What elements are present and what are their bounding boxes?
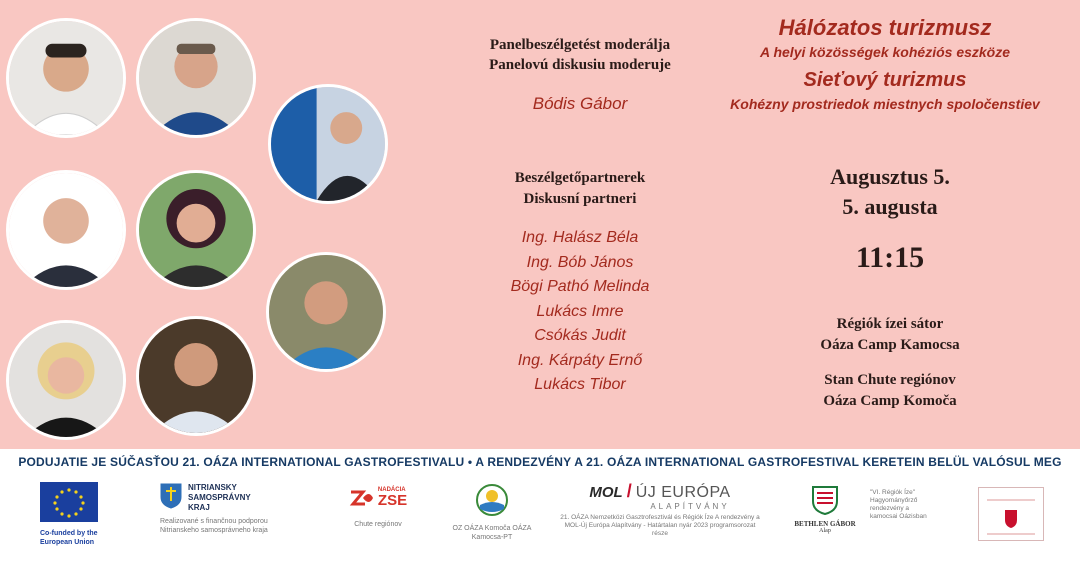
person-photo-icon — [269, 255, 383, 369]
partners-heading-sk: Diskusní partneri — [523, 191, 637, 207]
partners-heading-hu: Beszélgetőpartnerek — [514, 170, 646, 186]
event-venue-block — [760, 314, 1020, 412]
partners-list — [440, 226, 720, 398]
mol-uj-europa: ÚJ EURÓPA — [635, 484, 731, 501]
hungarian-coat-of-arms-icon — [979, 488, 1043, 540]
mol-logo — [560, 481, 760, 538]
mol-brand: MOL — [589, 484, 623, 501]
portrait-3 — [268, 84, 388, 204]
event-date-block — [760, 162, 1020, 278]
eu-logo — [40, 482, 120, 547]
moderator-heading-sk: Panelovú diskusiu moderuje — [489, 57, 671, 73]
zse-small: NADÁCIA — [377, 487, 406, 493]
person-photo-icon — [9, 21, 123, 135]
eu-caption: Co-funded by the European Union — [40, 530, 98, 546]
mol-alapitvany: ALAPÍTVÁNY — [650, 502, 730, 511]
nitra-line-3: KRAJ — [188, 503, 210, 512]
festival-banner: PODUJATIE JE SÚČASŤOU 21. OÁZA INTERNATIONAL GASTROFESTIVALU • A RENDEZVÉNY A 21. OÁZA INTERNATIONAL GASTROFESTIVAL KERETEIN BELÜL VALÓSUL MEG — [18, 455, 1062, 469]
bethlen-note: "VI. Régiók Íze" Hagyományőrző rendezvény a kamocsai Oázisban — [870, 489, 927, 520]
venue-sk-2: Oáza Camp Komoča — [823, 393, 957, 409]
venue-sk-1: Stan Chute regiónov — [824, 372, 956, 388]
event-date-hu: Augusztus 5. — [830, 164, 950, 189]
portrait-4 — [6, 170, 126, 290]
zse-logo — [338, 487, 418, 529]
event-date-sk: 5. augusta — [842, 194, 938, 219]
nitra-note: Realizované s finančnou podporou Nitrianskeho samosprávneho kraja — [160, 518, 268, 534]
zse-big: ZSE — [377, 492, 408, 509]
moderator-heading-hu: Panelbeszélgetést moderálja — [489, 37, 671, 53]
zse-note: Chute regiónov — [354, 521, 402, 528]
bethlen-name: BETHLEN GÁBOR — [794, 520, 856, 528]
bethlen-alap: Alap — [819, 528, 831, 534]
bethlen-logo — [790, 485, 940, 534]
partner-name: Lukács Tibor — [534, 376, 626, 393]
bethlen-emblem-icon — [809, 485, 841, 515]
partner-name: Ing. Kárpáty Ernő — [517, 351, 643, 369]
moderator-block — [440, 35, 720, 115]
person-photo-icon — [271, 87, 385, 201]
portrait-1 — [6, 18, 126, 138]
nitra-line-2: SAMOSPRÁVNY — [188, 493, 251, 502]
event-subtitle-sk: Kohézny prostriedok miestnych spoločenstiev — [730, 96, 1040, 112]
government-logo — [978, 487, 1044, 541]
mol-slash-icon: / — [626, 481, 632, 501]
portrait-6 — [266, 252, 386, 372]
oaza-logo — [452, 483, 532, 542]
oaza-note: OZ OÁZA Komoča OÁZA Kamocsa-PT — [452, 525, 532, 541]
event-title-block — [700, 14, 1070, 114]
portrait-5 — [136, 170, 256, 290]
person-photo-icon — [139, 21, 253, 135]
eu-flag-icon — [40, 482, 98, 522]
oaza-emblem-icon — [475, 483, 509, 517]
partners-block — [440, 168, 720, 398]
portrait-7 — [6, 320, 126, 440]
coat-of-arms-icon — [160, 483, 182, 509]
event-subtitle-hu: A helyi közösségek kohéziós eszköze — [759, 44, 1011, 60]
person-photo-icon — [9, 323, 123, 437]
portrait-8 — [136, 316, 256, 436]
event-time: 11:15 — [855, 241, 925, 274]
zse-mark-icon — [349, 488, 375, 508]
venue-hu-2: Oáza Camp Kamocsa — [820, 337, 960, 353]
nitra-line-1: NITRIANSKY — [188, 483, 237, 492]
partner-name: Lukács Imre — [536, 302, 624, 320]
event-title-hu: Hálózatos turizmusz — [778, 15, 992, 40]
partner-name: Bögi Pathó Melinda — [510, 278, 650, 295]
event-title-sk: Sieťový turizmus — [803, 69, 967, 91]
person-photo-icon — [139, 173, 253, 287]
partner-name: Ing. Halász Béla — [521, 229, 639, 246]
person-photo-icon — [139, 319, 253, 433]
partner-name: Ing. Bób János — [526, 253, 634, 271]
moderator-name: Bódis Gábor — [532, 94, 628, 113]
mol-note: 21. OÁZA Nemzetközi Gasztrofesztivál és Régiók Íze A rendezvény a MOL-Új Európa Alapítvány - Határtalan nyár 2023 programsorozat része — [560, 514, 760, 537]
footer — [0, 449, 1080, 565]
partner-name: Csókás Judit — [534, 327, 626, 344]
portrait-2 — [136, 18, 256, 138]
person-photo-icon — [9, 173, 123, 287]
venue-hu-1: Régiók ízei sátor — [836, 316, 944, 332]
nitra-logo — [160, 483, 300, 535]
